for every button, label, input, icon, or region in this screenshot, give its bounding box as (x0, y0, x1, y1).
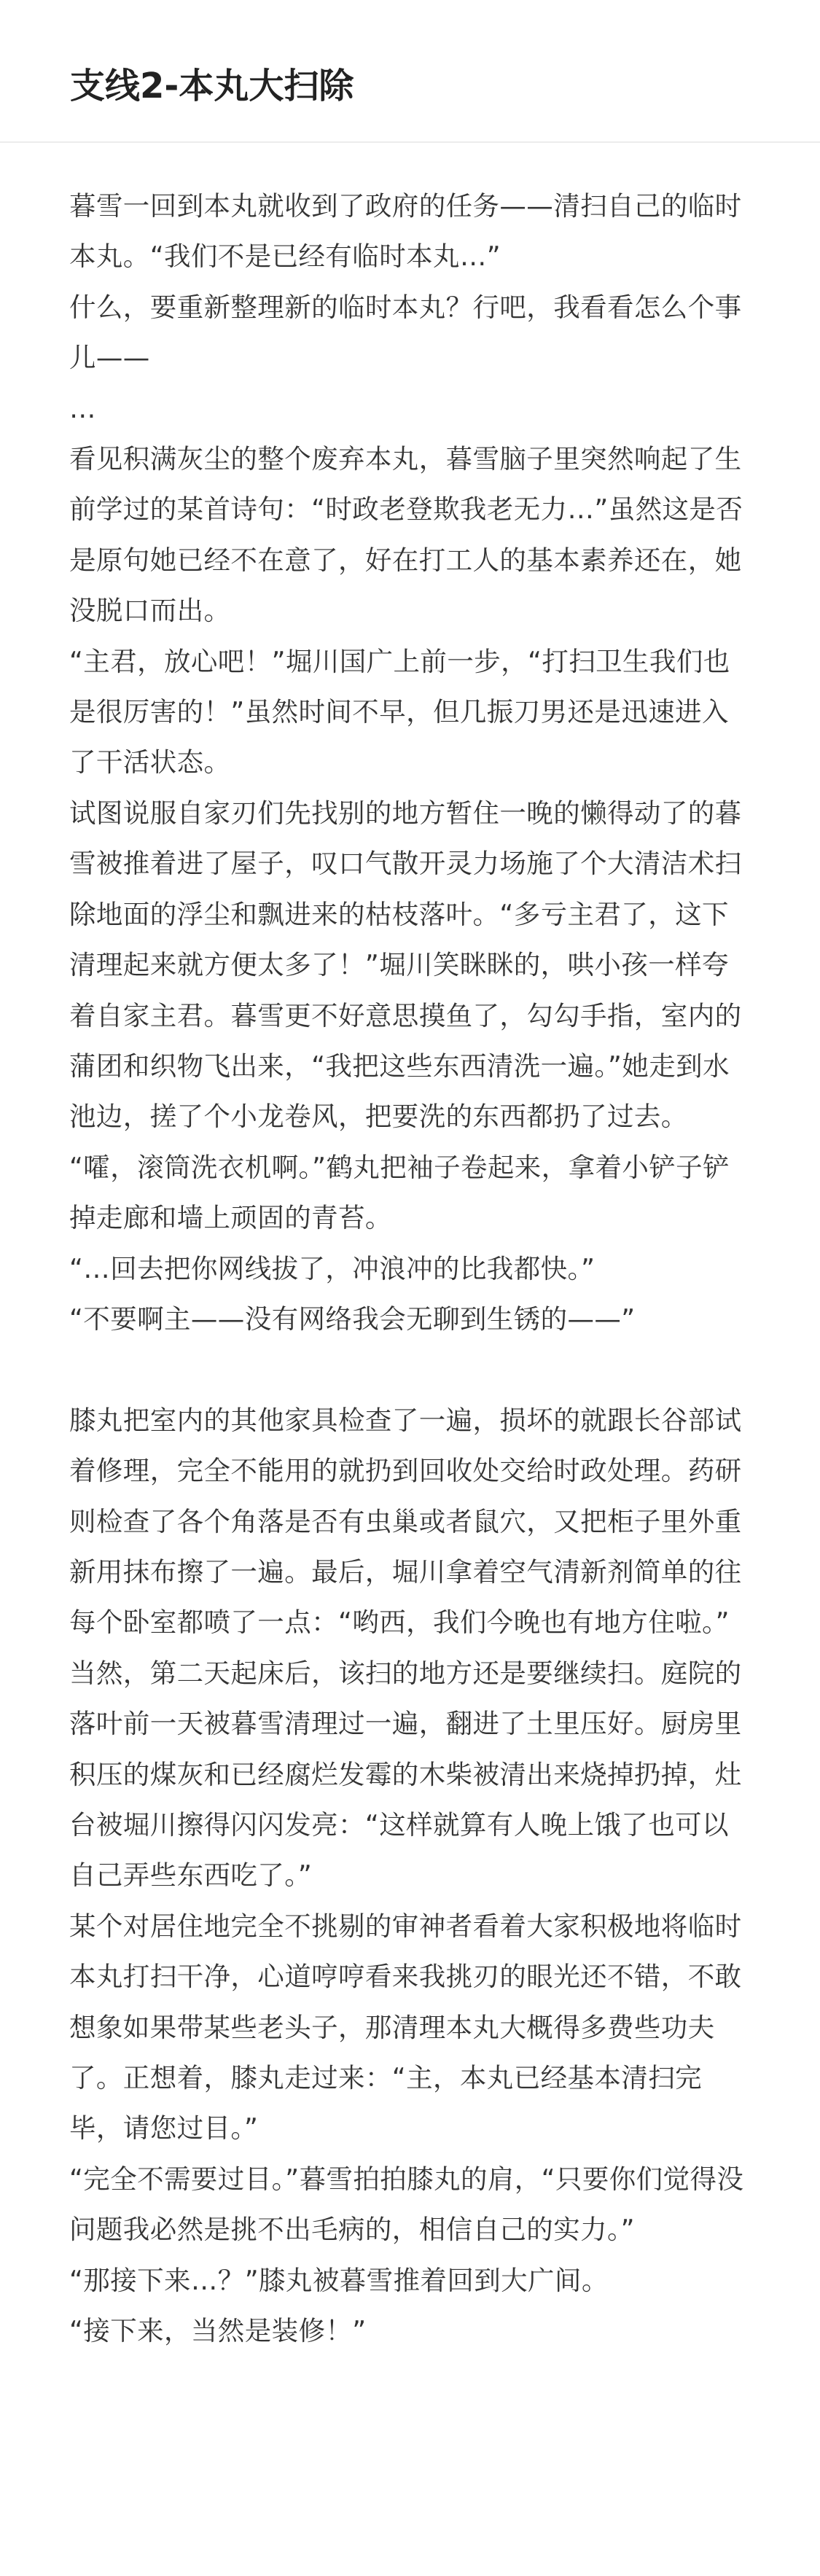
paragraph: “接下来，当然是装修！” (69, 2315, 367, 2347)
paragraph: “完全不需要过目。”暮雪拍拍膝丸的肩，“只要你们觉得没问题我必然是挑不出毛病的，相信自己的实力。” (69, 2163, 744, 2246)
paragraph: “那接下来…？”膝丸被暮雪推着回到大广间。 (69, 2264, 609, 2296)
article-body (0, 143, 820, 2385)
blank-line (69, 1344, 751, 1394)
paragraph: “…回去把你网线拔了，冲浪冲的比我都快。” (69, 1252, 596, 1284)
paragraph: … (69, 392, 96, 424)
paragraph: 暮雪一回到本丸就收到了政府的任务——清扫自己的临时本丸。“我们不是已经有临时本丸…” (69, 190, 742, 273)
paragraph: 看见积满灰尘的整个废弃本丸，暮雪脑子里突然响起了生前学过的某首诗句：“时政老登欺我老无力…”虽然这是否是原句她已经不在意了，好在打工人的基本素养还在，她没脱口而出。 (69, 443, 743, 627)
paragraph: 某个对居住地完全不挑剔的审神者看着大家积极地将临时本丸打扫干净，心道哼哼看来我挑刃的眼光还不错，不敢想象如果带某些老头子，那清理本丸大概得多费些功夫了。正想着，膝丸走过来：“主，本丸已经基本清扫完毕，请您过目。” (69, 1910, 742, 2144)
paragraph: “嚯，滚筒洗衣机啊。”鹤丸把袖子卷起来，拿着小铲子铲掉走廊和墙上顽固的青苔。 (69, 1151, 730, 1234)
paragraph: 膝丸把室内的其他家具检查了一遍，损坏的就跟长谷部试着修理，完全不能用的就扔到回收处交给时政处理。药研则检查了各个角落是否有虫巢或者鼠穴，又把柜子里外重新用抹布擦了一遍。最后，堀川拿着空气清新剂简单的往每个卧室都喷了一点：“哟西，我们今晚也有地方住啦。” (69, 1404, 742, 1639)
paragraph: 什么，要重新整理新的临时本丸？行吧，我看看怎么个事儿—— (69, 291, 742, 374)
paragraph: 当然，第二天起床后，该扫的地方还是要继续扫。庭院的落叶前一天被暮雪清理过一遍，翻进了土里压好。厨房里积压的煤灰和已经腐烂发霉的木柴被清出来烧掉扔掉，灶台被堀川擦得闪闪发亮：“这样就算有人晚上饿了也可以自己弄些东西吃了。” (69, 1657, 742, 1892)
paragraph: “不要啊主——没有网络我会无聊到生锈的——” (69, 1303, 636, 1335)
paragraph: “主君，放心吧！”堀川国广上前一步，“打扫卫生我们也是很厉害的！”虽然时间不早，但几振刀男还是迅速进入了干活状态。 (69, 645, 730, 778)
article-header (0, 0, 820, 143)
paragraph: 试图说服自家刃们先找别的地方暂住一晚的懒得动了的暮雪被推着进了屋子，叹口气散开灵力场施了个大清洁术扫除地面的浮尘和飘进来的枯枝落叶。“多亏主君了，这下清理起来就方便太多了！”堀川笑眯眯的，哄小孩一样夸着自家主君。暮雪更不好意思摸鱼了，勾勾手指，室内的蒲团和织物飞出来，“我把这些东西清洗一遍。”她走到水池边，搓了个小龙卷风，把要洗的东西都扔了过去。 (69, 797, 742, 1133)
article-title: 支线2-本丸大扫除 (70, 66, 354, 106)
